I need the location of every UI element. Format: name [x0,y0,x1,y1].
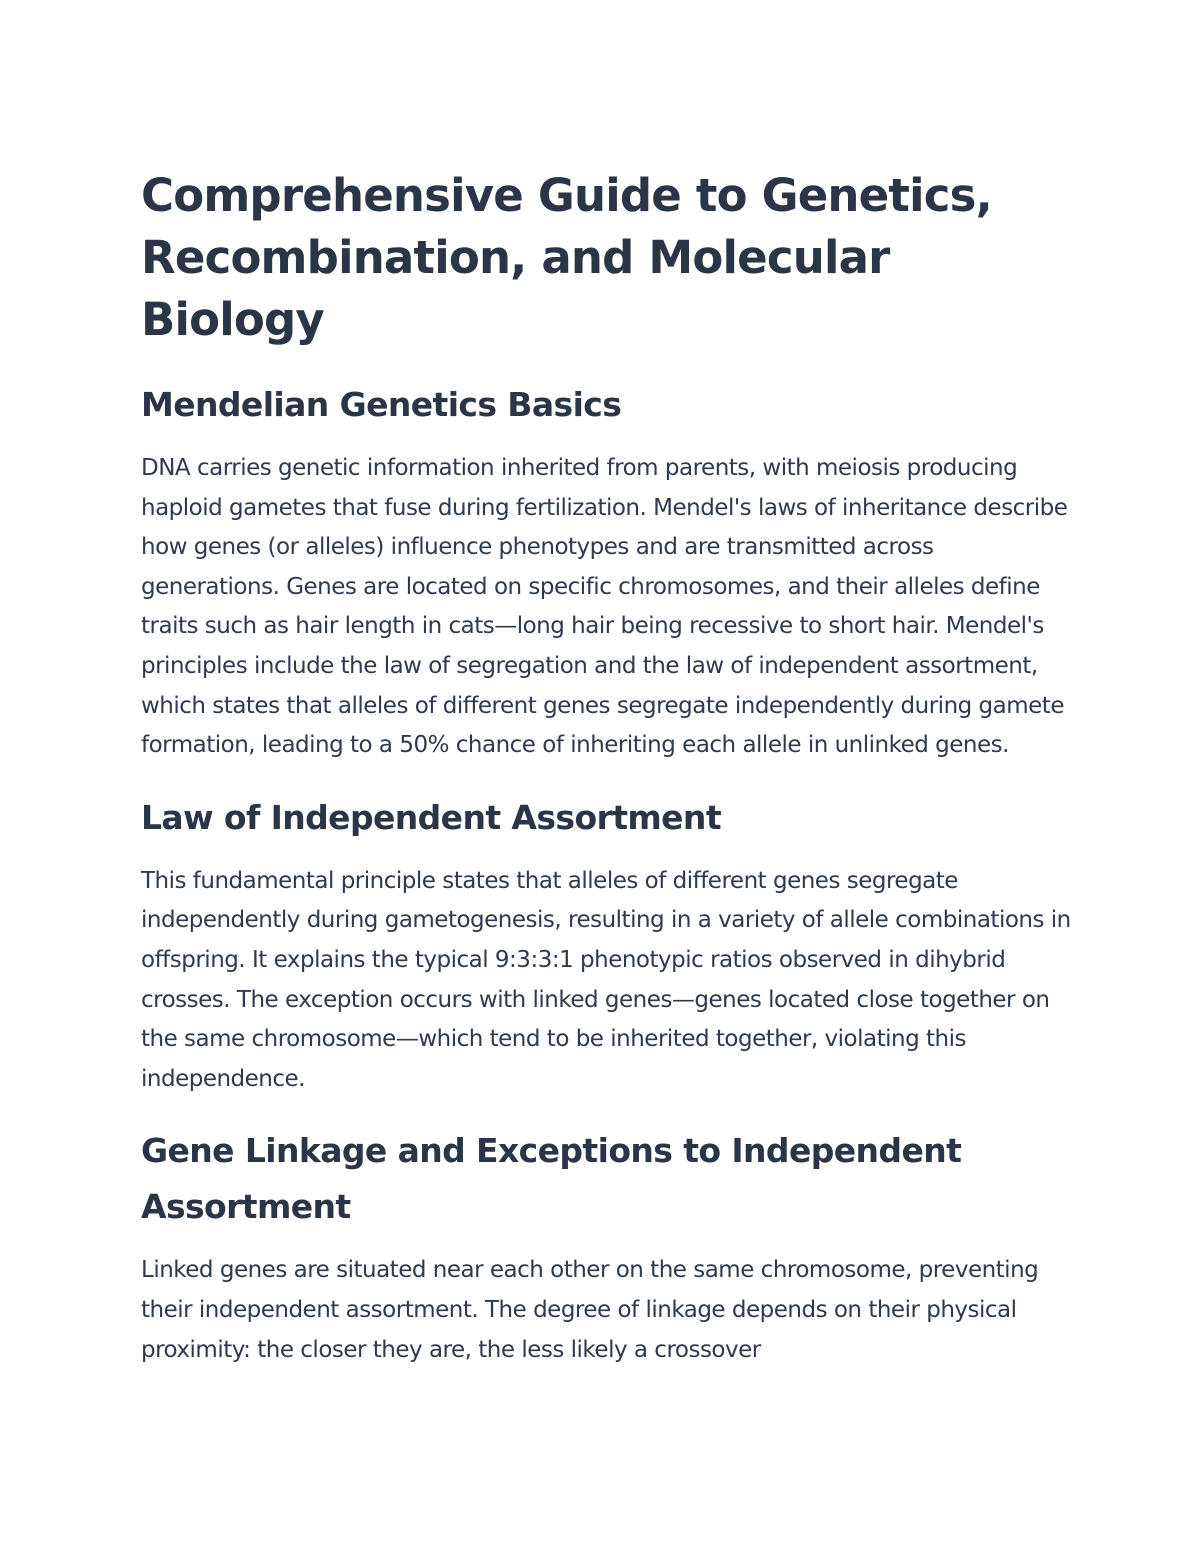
document-page [141,165,1071,1394]
section-law-of-independent-assortment [141,790,1071,1100]
section-paragraph: This fundamental principle states that alleles of different genes segregate independently during gametogenesis, resulting in a variety of allele combinations in offspring. It explains the typical 9:3:3:1 phenotypic ratios observed in dihybrid crosses. The exception occurs with linked genes—genes located close together on the same chromosome—which tend to be inherited together, violating this independence. [141,867,1071,1092]
document-title: Comprehensive Guide to Genetics, Recombination, and Molecular Biology [141,169,992,346]
section-heading: Law of Independent Assortment [141,797,722,837]
section-heading: Gene Linkage and Exceptions to Independent Assortment [141,1131,962,1227]
section-gene-linkage [141,1123,1071,1370]
section-paragraph: Linked genes are situated near each other on the same chromosome, preventing their independent assortment. The degree of linkage depends on their physical proximity: the closer they are, the less likely a crossover [141,1257,1039,1363]
section-heading: Mendelian Genetics Basics [141,385,622,424]
section-mendelian-genetics-basics [141,377,1071,766]
section-paragraph: DNA carries genetic information inherited from parents, with meiosis producing haploid gametes that fuse during fertilization. Mendel's laws of inheritance describe how genes (or alleles) influence phenotypes and are transmitted across generations. Genes are located on specific chromosomes, and their alleles define traits such as hair length in cats—long hair being recessive to short hair. Mendel's principles include the law of segregation and the law of independent assortment, which states that alleles of different genes segregate independently during gamete formation, leading to a 50% chance of inheriting each allele in unlinked genes. [141,455,1068,759]
